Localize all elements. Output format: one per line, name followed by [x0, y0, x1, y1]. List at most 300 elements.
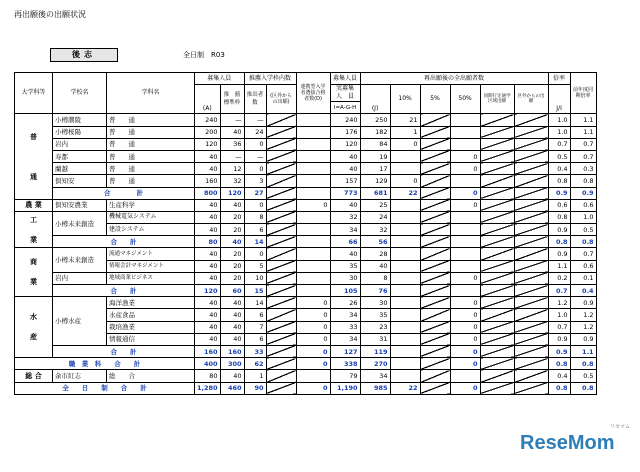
header-pct5: 5% [420, 85, 450, 114]
cell-prev-ratio: 0.8 [570, 358, 596, 370]
cell-outside [514, 333, 548, 345]
cell-ratio: 1.0 [548, 309, 570, 321]
cell-cont-rec [296, 260, 330, 272]
cell-pct5 [420, 321, 450, 333]
cell-reapply: 31 [360, 333, 390, 345]
cell-pct10 [390, 345, 420, 357]
cell-prev-ratio: 1.0 [570, 211, 596, 223]
cell-jitsu: 30 [330, 272, 360, 284]
cell-pct5 [420, 272, 450, 284]
cell-pct10 [390, 248, 420, 260]
category-futsu: 普 通 [15, 114, 53, 199]
cell-pct50: 0 [450, 163, 480, 175]
cell-reapply: 119 [360, 345, 390, 357]
cell-jitsu: 120 [330, 138, 360, 150]
cell-rec-apply: 24 [244, 126, 266, 138]
cell-pct50: 0 [450, 321, 480, 333]
table-row [15, 126, 597, 138]
cell-rec-apply: 14 [244, 297, 266, 309]
cell-pct10 [390, 370, 420, 382]
cell-rec-apply: 0 [244, 199, 266, 211]
cell-quota: 40 [195, 150, 221, 162]
cell-pct50 [450, 224, 480, 236]
cell-reapply: 985 [360, 382, 390, 394]
cell-reapply: 19 [360, 150, 390, 162]
cell-ratio: 0.9 [548, 248, 570, 260]
cell-rec-apply: 5 [244, 260, 266, 272]
cell-jitsu: 34 [330, 224, 360, 236]
cell-outside [514, 114, 548, 126]
header-disp: 同期行定通学区域出願 [480, 85, 514, 114]
cell-rec-quota: 40 [220, 370, 244, 382]
cell-pct50: 0 [450, 382, 480, 394]
cell-rec-out [266, 236, 296, 248]
cell-rec-out [266, 175, 296, 187]
table-row [15, 187, 597, 199]
cell-rec-apply: 62 [244, 358, 266, 370]
category-sogo: 総 合 [15, 370, 53, 382]
cell-pct10: 22 [390, 187, 420, 199]
cell-jitsu: 127 [330, 345, 360, 357]
header-pct50: 50% [450, 85, 480, 114]
cell-pct50: 0 [450, 272, 480, 284]
term-label: 全日制 R03 [183, 51, 225, 59]
cell-outside [514, 224, 548, 236]
cell-prev-ratio: 0.6 [570, 260, 596, 272]
cell-rec-quota: 40 [220, 236, 244, 248]
cell-jitsu: 240 [330, 114, 360, 126]
vocational-sum-label: 職 業 科 合 計 [15, 358, 195, 370]
cell-rec-quota: 40 [220, 333, 244, 345]
cell-pct10 [390, 285, 420, 297]
cell-ratio: 0.7 [548, 321, 570, 333]
table-row [15, 199, 597, 211]
cell-rec-apply: 7 [244, 321, 266, 333]
cell-disp [480, 211, 514, 223]
cell-quota: 40 [195, 297, 221, 309]
cell-jitsu: 773 [330, 187, 360, 199]
cell-prev-ratio: 0.4 [570, 285, 596, 297]
grand-total-label: 全 日 制 合 計 [15, 382, 195, 394]
cell-outside [514, 211, 548, 223]
cell-disp [480, 272, 514, 284]
cell-rec-apply: 0 [244, 248, 266, 260]
cell-disp [480, 345, 514, 357]
header-rec-title: 推薦入学枠内数 [244, 73, 296, 85]
cell-pct5 [420, 285, 450, 297]
cell-pct5 [420, 126, 450, 138]
cell-school: 小樽桜陽 [53, 126, 107, 138]
cell-ratio: 0.6 [548, 199, 570, 211]
cell-cont-rec [296, 150, 330, 162]
cell-disp [480, 297, 514, 309]
cell-outside [514, 309, 548, 321]
cell-rec-out [266, 285, 296, 297]
cell-quota: 1,280 [195, 382, 221, 394]
cell-ratio: 0.7 [548, 138, 570, 150]
sum-label: 合 計 [53, 187, 195, 199]
cell-rec-apply: 10 [244, 272, 266, 284]
table-row [15, 236, 597, 248]
table-row [15, 73, 597, 85]
cell-quota: 40 [195, 248, 221, 260]
cell-rec-quota: 20 [220, 272, 244, 284]
cell-pct10 [390, 260, 420, 272]
cell-school: 蘭越 [53, 163, 107, 175]
cell-ratio: 0.8 [548, 175, 570, 187]
header-jitsu-formula: I=A-G-H [330, 102, 360, 114]
cell-reapply: 76 [360, 285, 390, 297]
table-row [15, 211, 597, 223]
cell-rec-apply: 14 [244, 236, 266, 248]
cell-reapply: 30 [360, 297, 390, 309]
cell-disp [480, 358, 514, 370]
cell-cont-rec [296, 224, 330, 236]
cell-reapply: 8 [360, 272, 390, 284]
cell-pct50: 0 [450, 309, 480, 321]
cell-disp [480, 199, 514, 211]
cell-rec-apply: 6 [244, 224, 266, 236]
cell-pct10 [390, 236, 420, 248]
cell-pct50: 0 [450, 187, 480, 199]
table-row [15, 358, 597, 370]
cell-prev-ratio: 0.5 [570, 224, 596, 236]
cell-quota: 40 [195, 272, 221, 284]
header-jitsu: 募集人員 [330, 73, 360, 85]
cell-pct10 [390, 199, 420, 211]
section-label: 後志 [50, 48, 118, 62]
cell-jitsu: 33 [330, 321, 360, 333]
table-row [15, 382, 597, 394]
cell-prev-ratio: 1.2 [570, 309, 596, 321]
table-row [15, 285, 597, 297]
cell-pct50 [450, 285, 480, 297]
cell-dept: 普 通 [107, 163, 195, 175]
sum-label: 合 計 [53, 345, 195, 357]
cell-pct5 [420, 150, 450, 162]
cell-pct5 [420, 248, 450, 260]
cell-pct10 [390, 224, 420, 236]
cell-reapply: 35 [360, 309, 390, 321]
cell-reapply: 40 [360, 260, 390, 272]
cell-quota: 40 [195, 224, 221, 236]
cell-pct5 [420, 370, 450, 382]
cell-quota: 40 [195, 163, 221, 175]
cell-rec-apply: 6 [244, 309, 266, 321]
cell-ratio: 1.0 [548, 114, 570, 126]
cell-reapply: 24 [360, 211, 390, 223]
header-ratio: 倍率 [548, 73, 570, 85]
cell-ratio: 0.4 [548, 370, 570, 382]
cell-quota: 120 [195, 285, 221, 297]
cell-rec-out [266, 187, 296, 199]
cell-pct5 [420, 224, 450, 236]
cell-rec-apply: 33 [244, 345, 266, 357]
cell-rec-out [266, 138, 296, 150]
cell-disp [480, 321, 514, 333]
cell-ratio: 0.9 [548, 333, 570, 345]
cell-prev-ratio: 0.8 [570, 175, 596, 187]
cell-rec-apply: — [244, 114, 266, 126]
cell-ratio: 0.9 [548, 345, 570, 357]
cell-disp [480, 187, 514, 199]
cell-outside [514, 187, 548, 199]
cell-cont-rec: 0 [296, 297, 330, 309]
cell-rec-out [266, 260, 296, 272]
cell-rec-apply: 0 [244, 138, 266, 150]
cell-cont-rec [296, 272, 330, 284]
cell-jitsu: 105 [330, 285, 360, 297]
cell-pct10: 0 [390, 138, 420, 150]
cell-dept: 海洋漁業 [107, 297, 195, 309]
cell-pct5 [420, 382, 450, 394]
cell-reapply: 129 [360, 175, 390, 187]
cell-disp [480, 163, 514, 175]
cell-school: 小樽未来創造 [53, 211, 107, 235]
cell-pct50 [450, 138, 480, 150]
cell-cont-rec [296, 163, 330, 175]
cell-quota: 160 [195, 345, 221, 357]
cell-pct50 [450, 126, 480, 138]
cell-prev-ratio: 0.9 [570, 187, 596, 199]
cell-ratio: 1.0 [548, 126, 570, 138]
cell-pct10 [390, 297, 420, 309]
cell-pct50 [450, 236, 480, 248]
header-cont-rec: 連携型入学者選抜合格者数(D) [296, 73, 330, 114]
cell-outside [514, 138, 548, 150]
cell-pct10 [390, 150, 420, 162]
cell-pct5 [420, 211, 450, 223]
cell-quota: 40 [195, 199, 221, 211]
cell-pct50 [450, 370, 480, 382]
cell-dept: 普 通 [107, 126, 195, 138]
header-dept: 学科名 [107, 73, 195, 114]
cell-rec-apply: 90 [244, 382, 266, 394]
cell-rec-quota: 160 [220, 345, 244, 357]
sum-label: 合 計 [53, 236, 195, 248]
table-row [15, 150, 597, 162]
application-table-wrapper [14, 72, 597, 395]
cell-rec-out [266, 114, 296, 126]
cell-quota: 80 [195, 236, 221, 248]
cell-rec-apply: 27 [244, 187, 266, 199]
cell-jitsu: 34 [330, 309, 360, 321]
cell-rec-apply: 1 [244, 370, 266, 382]
cell-dept: 地域商業ビジネス [107, 272, 195, 284]
cell-cont-rec [296, 285, 330, 297]
cell-school: 倶知安農業 [53, 199, 107, 211]
cell-reapply: 28 [360, 248, 390, 260]
cell-ratio: 0.8 [548, 236, 570, 248]
cell-cont-rec [296, 236, 330, 248]
cell-pct10: 1 [390, 126, 420, 138]
cell-cont-rec [296, 175, 330, 187]
cell-pct50: 0 [450, 345, 480, 357]
cell-quota: 800 [195, 187, 221, 199]
cell-disp [480, 150, 514, 162]
header-re-title: 再出願後の全出願者数 [360, 73, 548, 85]
cell-ratio: 0.8 [548, 358, 570, 370]
cell-ratio: 1.1 [548, 260, 570, 272]
cell-cont-rec: 0 [296, 358, 330, 370]
cell-rec-out [266, 211, 296, 223]
cell-pct5 [420, 345, 450, 357]
cell-quota: 40 [195, 309, 221, 321]
header-outside: 区外からの出願 [514, 85, 548, 114]
cell-rec-apply: 0 [244, 163, 266, 175]
cell-jitsu: 40 [330, 163, 360, 175]
header-school: 学校名 [53, 73, 107, 114]
cell-jitsu: 338 [330, 358, 360, 370]
cell-ratio: 1.2 [548, 297, 570, 309]
table-row [15, 370, 597, 382]
sum-label: 合 計 [53, 285, 195, 297]
table-row [15, 138, 597, 150]
cell-dept: 生産科学 [107, 199, 195, 211]
cell-quota: 240 [195, 114, 221, 126]
cell-prev-ratio: 0.5 [570, 370, 596, 382]
cell-jitsu: 1,190 [330, 382, 360, 394]
cell-pct50: 0 [450, 297, 480, 309]
cell-rec-out [266, 321, 296, 333]
header-quota-a: (A) [195, 85, 221, 114]
cell-rec-apply: 15 [244, 285, 266, 297]
cell-pct10: 0 [390, 175, 420, 187]
cell-dept: 総 合 [107, 370, 195, 382]
header-type: 大学科等 [15, 73, 53, 114]
cell-ratio: 0.9 [548, 187, 570, 199]
cell-rec-quota: 40 [220, 126, 244, 138]
cell-prev-ratio: 0.3 [570, 163, 596, 175]
cell-rec-quota: 40 [220, 321, 244, 333]
cell-rec-quota: 300 [220, 358, 244, 370]
cell-disp [480, 370, 514, 382]
cell-rec-out [266, 199, 296, 211]
cell-outside [514, 175, 548, 187]
cell-disp [480, 114, 514, 126]
cell-ratio: 0.8 [548, 211, 570, 223]
cell-rec-out [266, 345, 296, 357]
cell-prev-ratio: 0.7 [570, 248, 596, 260]
cell-jitsu: 79 [330, 370, 360, 382]
cell-pct5 [420, 297, 450, 309]
cell-reapply: 182 [360, 126, 390, 138]
cell-rec-quota: 20 [220, 211, 244, 223]
watermark-subtext: リセマム [610, 424, 630, 430]
cell-disp [480, 138, 514, 150]
cell-jitsu: 40 [330, 150, 360, 162]
cell-prev-ratio: 0.6 [570, 199, 596, 211]
cell-cont-rec: 0 [296, 333, 330, 345]
cell-dept: 普 通 [107, 175, 195, 187]
cell-reapply: 250 [360, 114, 390, 126]
cell-school: 小樽未来創造 [53, 248, 107, 272]
header-rec-out: (区外からの出願) [266, 85, 296, 114]
cell-dept: 情報通信 [107, 333, 195, 345]
cell-school: 岩内 [53, 272, 107, 284]
cell-pct10 [390, 321, 420, 333]
cell-disp [480, 236, 514, 248]
cell-ratio: 0.5 [548, 150, 570, 162]
cell-jitsu: 157 [330, 175, 360, 187]
cell-rec-out [266, 333, 296, 345]
table-row [15, 297, 597, 309]
cell-school: 小樽水産 [53, 297, 107, 346]
cell-pct10: 22 [390, 382, 420, 394]
cell-disp [480, 224, 514, 236]
cell-outside [514, 297, 548, 309]
cell-disp [480, 248, 514, 260]
cell-quota: 400 [195, 358, 221, 370]
cell-cont-rec: 0 [296, 309, 330, 321]
cell-jitsu: 26 [330, 297, 360, 309]
cell-prev-ratio: 0.9 [570, 333, 596, 345]
cell-rec-quota: 32 [220, 175, 244, 187]
application-status-table [14, 72, 597, 395]
cell-outside [514, 163, 548, 175]
cell-school: 余市紅志 [53, 370, 107, 382]
cell-outside [514, 126, 548, 138]
cell-rec-out [266, 382, 296, 394]
cell-dept: 普 通 [107, 114, 195, 126]
cell-rec-quota: 40 [220, 199, 244, 211]
cell-rec-quota: 460 [220, 382, 244, 394]
cell-pct10 [390, 358, 420, 370]
cell-disp [480, 309, 514, 321]
cell-school: 岩内 [53, 138, 107, 150]
cell-ratio: 0.9 [548, 224, 570, 236]
cell-school: 小樽潮陵 [53, 114, 107, 126]
cell-pct50: 0 [450, 358, 480, 370]
cell-quota: 40 [195, 211, 221, 223]
header-rec-apply: 推出者数 [244, 85, 266, 114]
cell-cont-rec: 0 [296, 321, 330, 333]
cell-disp [480, 175, 514, 187]
cell-cont-rec [296, 370, 330, 382]
cell-disp [480, 382, 514, 394]
cell-dept: 水産食品 [107, 309, 195, 321]
cell-rec-quota: 40 [220, 309, 244, 321]
cell-outside [514, 370, 548, 382]
cell-outside [514, 272, 548, 284]
cell-rec-out [266, 126, 296, 138]
cell-disp [480, 333, 514, 345]
category-suisan: 水 産 [15, 297, 53, 358]
cell-jitsu: 176 [330, 126, 360, 138]
cell-pct5 [420, 333, 450, 345]
cell-cont-rec [296, 126, 330, 138]
cell-outside [514, 236, 548, 248]
cell-outside [514, 358, 548, 370]
cell-dept: 情報会計マネジメント [107, 260, 195, 272]
table-row [15, 114, 597, 126]
cell-reapply: 23 [360, 321, 390, 333]
cell-prev-ratio: 0.7 [570, 150, 596, 162]
cell-rec-out [266, 248, 296, 260]
document-title: 再出願後の出願状況 [14, 10, 86, 19]
header-pct10: 10% [390, 85, 420, 114]
cell-reapply: 681 [360, 187, 390, 199]
header-rec-quota: 推 薦 標準枠 [220, 85, 244, 114]
cell-school: 倶知安 [53, 175, 107, 187]
cell-rec-apply: 8 [244, 211, 266, 223]
cell-pct5 [420, 309, 450, 321]
cell-pct10 [390, 309, 420, 321]
cell-pct5 [420, 163, 450, 175]
cell-cont-rec: 0 [296, 345, 330, 357]
cell-pct10 [390, 333, 420, 345]
cell-pct50 [450, 114, 480, 126]
